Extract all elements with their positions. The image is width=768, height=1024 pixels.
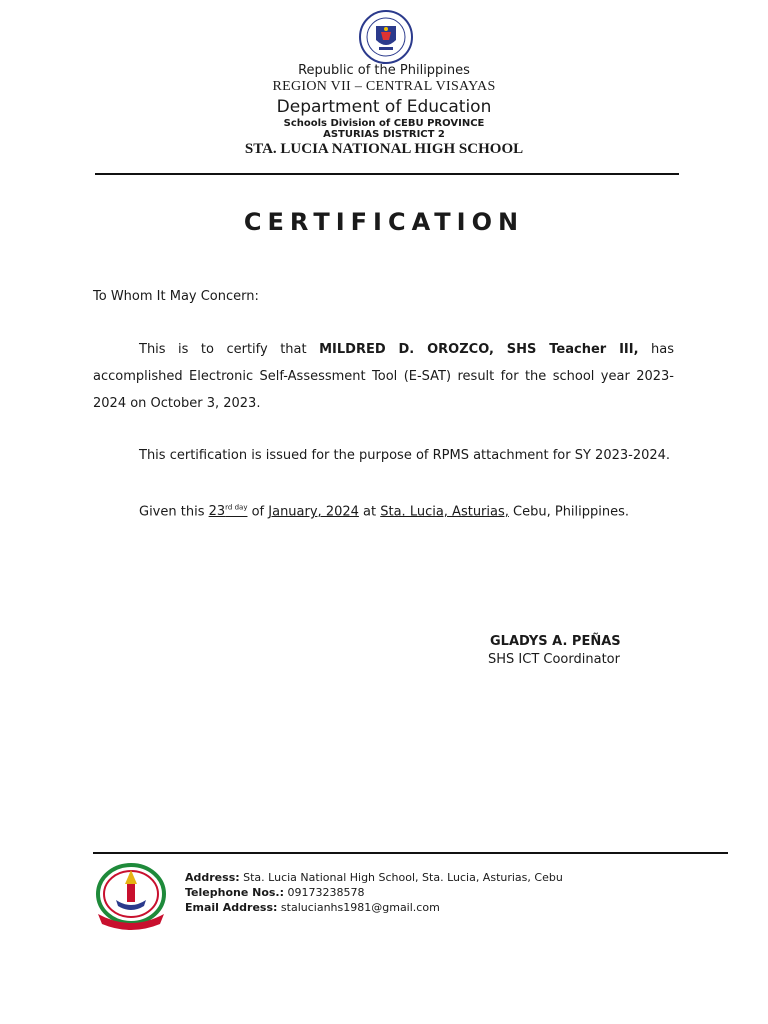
email-label: Email Address: (185, 901, 278, 914)
given-at: at (358, 504, 381, 520)
given-place: Sta. Lucia, Asturias, (380, 504, 509, 520)
header-region: REGION VII – CENTRAL VISAYAS (272, 79, 496, 94)
footer-telephone (185, 886, 365, 899)
telephone-value: 09173238578 (284, 886, 365, 899)
school-logo-icon (94, 862, 168, 930)
footer-email (185, 901, 440, 914)
header-school-name: STA. LUCIA NATIONAL HIGH SCHOOL (244, 141, 524, 157)
document-title: CERTIFICATION (243, 208, 525, 236)
given-day-suffix: rd day (225, 504, 248, 512)
certification-paragraph (93, 336, 674, 417)
telephone-label: Telephone Nos.: (185, 886, 285, 899)
signatory-title: SHS ICT Coordinator (488, 652, 620, 667)
footer-address (185, 871, 563, 884)
given-of: of (247, 504, 269, 520)
address-value: Sta. Lucia National High School, Sta. Lucia, Asturias, Cebu (239, 871, 563, 884)
given-paragraph (93, 495, 674, 525)
p1-intro: This is to certify that (139, 342, 320, 357)
given-day (209, 504, 248, 519)
header-division: Schools Division of CEBU PROVINCE (283, 118, 485, 129)
teacher-name: MILDRED D. OROZCO, SHS Teacher III, (319, 342, 639, 357)
address-label: Address: (185, 871, 240, 884)
deped-seal-icon (359, 10, 413, 64)
given-label: Given this (139, 504, 209, 520)
purpose-paragraph: This certification is issued for the purpose of RPMS attachment for SY 2023-2024. (139, 448, 671, 463)
header-department: Department of Education (276, 97, 492, 117)
header-divider (95, 173, 679, 175)
email-value: stalucianhs1981@gmail.com (277, 901, 440, 914)
salutation: To Whom It May Concern: (93, 289, 259, 304)
given-day-number: 23 (208, 504, 226, 520)
given-end: Cebu, Philippines. (508, 504, 630, 520)
p1-rest: has accomplished Electronic Self-Assessment Tool (E-SAT) result for the school year 2023-2024 on October 3, 2023. (93, 342, 674, 411)
footer-divider (93, 852, 728, 854)
signatory-name: GLADYS A. PEÑAS (490, 634, 621, 649)
header-republic: Republic of the Philippines (298, 63, 470, 78)
header-district: ASTURIAS DISTRICT 2 (323, 129, 445, 140)
given-month: January, 2024 (268, 504, 359, 520)
